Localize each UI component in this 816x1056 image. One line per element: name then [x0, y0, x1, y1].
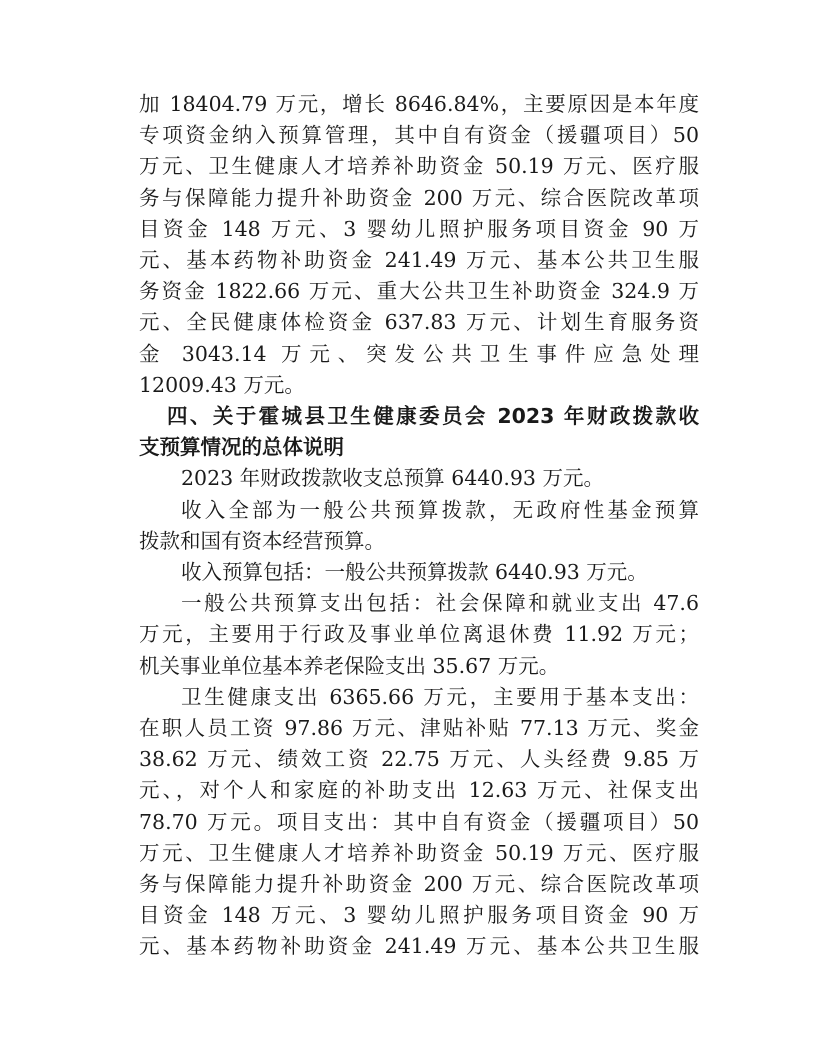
- text-line: 万元、卫生健康人才培养补助资金 50.19 万元、医疗服: [139, 154, 699, 179]
- text-line: 拨款和国有资本经营预算。: [139, 528, 385, 553]
- section-heading: [139, 401, 699, 463]
- paragraph-income-budget: [139, 557, 699, 588]
- text-line: 元、全民健康体检资金 637.83 万元、计划生育服务资: [139, 310, 699, 335]
- paragraph-health-expenditure: [139, 682, 699, 963]
- text-line: 务资金 1822.66 万元、重大公共卫生补助资金 324.9 万: [139, 279, 699, 304]
- paragraph-public-expenditure: [139, 588, 699, 682]
- text-line: 万元、卫生健康人才培养补助资金 50.19 万元、医疗服: [139, 840, 699, 865]
- text-line: 卫生健康支出 6365.66 万元，主要用于基本支出：: [181, 684, 699, 709]
- text-line: 38.62 万元、绩效工资 22.75 万元、人头经费 9.85 万: [139, 747, 699, 772]
- paragraph-total-budget: [139, 463, 699, 494]
- text-line: 务与保障能力提升补助资金 200 万元、综合医院改革项: [139, 185, 699, 210]
- heading-line: 四、关于霍城县卫生健康委员会 2023 年财政拨款收: [167, 404, 699, 429]
- text-line: 元、基本药物补助资金 241.49 万元、基本公共卫生服: [139, 248, 699, 273]
- paragraph-income-source: [139, 495, 699, 557]
- text-line: 2023 年财政拨款收支总预算 6440.93 万元。: [181, 466, 604, 491]
- paragraph-income-growth: [139, 89, 699, 401]
- text-line: 收入预算包括：一般公共预算拨款 6440.93 万元。: [181, 560, 648, 585]
- text-line: 专项资金纳入预算管理，其中自有资金（援疆项目）50: [139, 123, 699, 148]
- text-line: 机关事业单位基本养老保险支出 35.67 万元。: [139, 653, 560, 678]
- text-line: 12009.43 万元。: [139, 372, 305, 397]
- text-line: 78.70 万元。项目支出：其中自有资金（援疆项目）50: [139, 809, 699, 834]
- document-body: [139, 89, 699, 963]
- text-line: 金 3043.14 万元、突发公共卫生事件应急处理: [139, 341, 699, 366]
- text-line: 收入全部为一般公共预算拨款，无政府性基金预算: [181, 497, 699, 522]
- text-line: 目资金 148 万元、3 婴幼儿照护服务项目资金 90 万: [139, 216, 699, 241]
- text-line: 万元，主要用于行政及事业单位离退休费 11.92 万元；: [139, 622, 699, 647]
- text-line: 务与保障能力提升补助资金 200 万元、综合医院改革项: [139, 872, 699, 897]
- text-line: 在职人员工资 97.86 万元、津贴补贴 77.13 万元、奖金: [139, 716, 699, 741]
- text-line: 一般公共预算支出包括：社会保障和就业支出 47.6: [181, 591, 699, 616]
- text-line: 目资金 148 万元、3 婴幼儿照护服务项目资金 90 万: [139, 903, 699, 928]
- text-line: 元、，对个人和家庭的补助支出 12.63 万元、社保支出: [139, 778, 699, 803]
- text-line: 元、基本药物补助资金 241.49 万元、基本公共卫生服: [139, 934, 699, 959]
- heading-line: 支预算情况的总体说明: [139, 435, 344, 460]
- text-line: 加 18404.79 万元，增长 8646.84%，主要原因是本年度: [139, 92, 699, 116]
